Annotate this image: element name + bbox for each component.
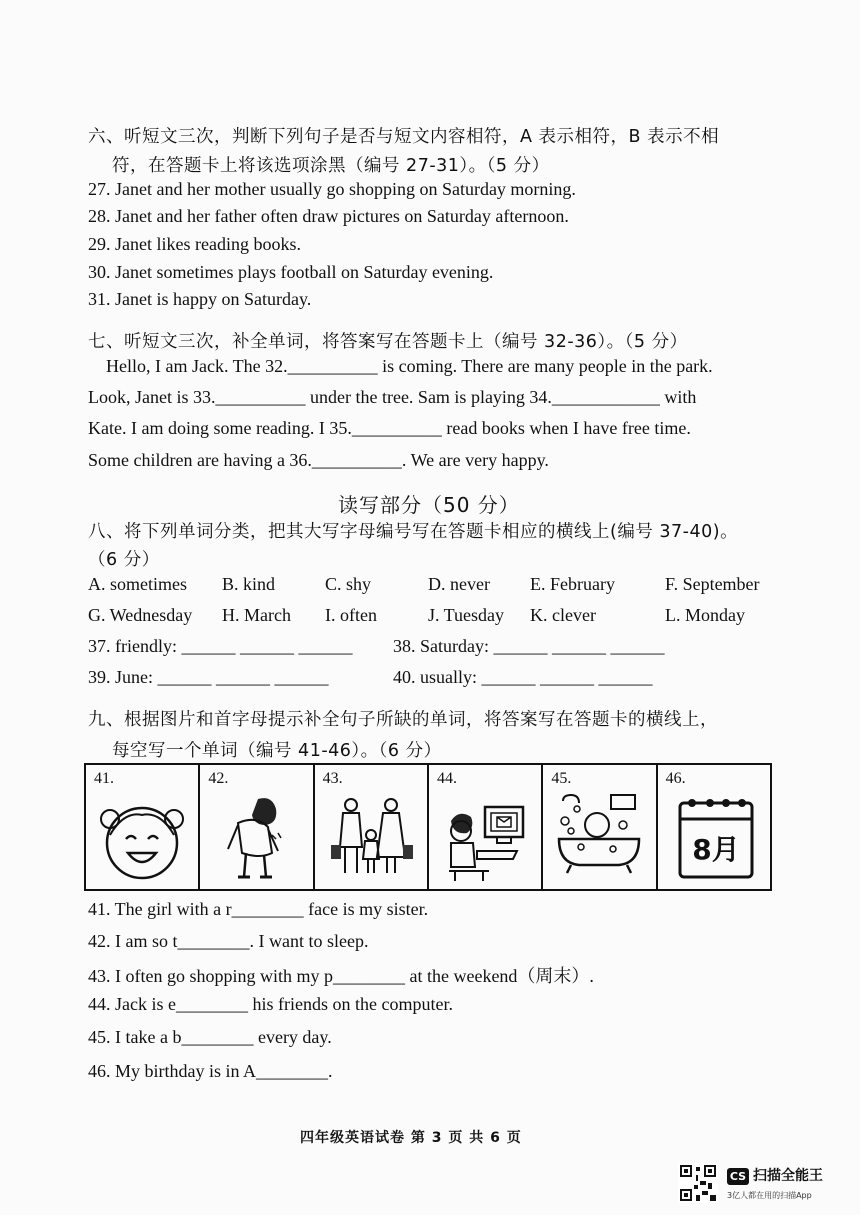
camscanner-logo-icon: CS [727,1168,749,1185]
picture-number-41: 41. [94,770,114,787]
question-38: 38. Saturday: ______ ______ ______ [393,636,665,656]
camscanner-tagline: 3亿人都在用的扫描App [727,1191,812,1200]
tired-boy-icon [208,791,304,885]
picture-number-46: 46. [665,770,686,787]
section7-line-4: Some children are having a 36.__________. We are very happy. [88,450,549,470]
word-b: B. kind [222,574,276,594]
calendar-month-text: 8月 [691,833,740,866]
section7-line-3: Kate. I am doing some reading. I 35.__________ read books when I have free time. [88,418,691,438]
qr-code-icon [678,1163,718,1203]
page-footer: 四年级英语试卷 第 3 页 共 6 页 [300,1130,522,1146]
picture-cell-44 [429,765,543,889]
question-42: 42. I am so t________. I want to sleep. [88,931,369,951]
camscanner-name: 扫描全能王 [753,1168,823,1184]
section6-item-29: 29. Janet likes reading books. [88,234,301,254]
word-j: J. Tuesday [428,605,505,625]
family-shopping-icon [323,791,419,885]
picture-cell-46 [658,765,770,889]
question-40: 40. usually: ______ ______ ______ [393,667,653,687]
question-41: 41. The girl with a r________ face is my sister. [88,899,429,919]
word-d: D. never [428,574,490,594]
section6-item-31: 31. Janet is happy on Saturday. [88,289,312,309]
picture-cell-43 [315,765,429,889]
picture-number-42: 42. [208,770,229,787]
word-i: I. often [325,605,377,625]
word-k: K. clever [530,605,596,625]
calendar-icon [666,791,762,885]
section6-item-27: 27. Janet and her mother usually go shopping on Saturday morning. [88,179,576,199]
section6-item-30: 30. Janet sometimes plays football on Saturday evening. [88,262,494,282]
section6-heading-line1: 六、听短文三次，判断下列句子是否与短文内容相符，A 表示相符，B 表示不相 [88,127,720,147]
picture-number-43: 43. [322,770,343,787]
word-a: A. sometimes [88,574,187,594]
section7-line-2: Look, Janet is 33.__________ under the tree. Sam is playing 34.____________ with [88,387,697,407]
boy-emailing-computer-icon [437,791,533,885]
question-43: 43. I often go shopping with my p________ at the weekend（周末）. [88,966,594,986]
picture-number-45: 45. [551,770,572,787]
question-39: 39. June: ______ ______ ______ [88,667,329,687]
smiling-girl-face-icon [94,791,190,885]
section8-heading-line2: （6 分） [88,550,160,570]
child-bath-icon [551,791,647,885]
question-44: 44. Jack is e________ his friends on the computer. [88,994,453,1014]
section7-line-1: Hello, I am Jack. The 32.__________ is coming. There are many people in the park. [106,356,713,376]
word-f: F. September [665,574,760,594]
section6-heading-line2: 符，在答题卡上将该选项涂黑（编号 27-31）。（5 分） [112,156,550,176]
question-45: 45. I take a b________ every day. [88,1027,332,1047]
section9-heading-line1: 九、根据图片和首字母提示补全句子所缺的单词，将答案写在答题卡的横线上， [88,710,718,730]
word-h: H. March [222,605,291,625]
picture-cell-45 [543,765,657,889]
section6-item-28: 28. Janet and her father often draw pictures on Saturday afternoon. [88,206,569,226]
picture-grid [84,763,772,891]
word-c: C. shy [325,574,372,594]
word-g: G. Wednesday [88,605,193,625]
section8-heading-line1: 八、将下列单词分类，把其大写字母编号写在答题卡相应的横线上(编号 37-40)。 [88,522,739,542]
picture-cell-41 [86,765,200,889]
part-title: 读写部分（50 分） [338,493,520,517]
word-l: L. Monday [665,605,745,625]
picture-number-44: 44. [436,770,457,787]
section7-heading: 七、听短文三次，补全单词，将答案写在答题卡上（编号 32-36）。（5 分） [88,332,688,352]
section9-heading-line2: 每空写一个单词（编号 41-46）。（6 分） [112,741,442,761]
question-37: 37. friendly: ______ ______ ______ [88,636,353,656]
picture-cell-42 [200,765,314,889]
question-46: 46. My birthday is in A________. [88,1061,333,1081]
word-e: E. February [530,574,615,594]
